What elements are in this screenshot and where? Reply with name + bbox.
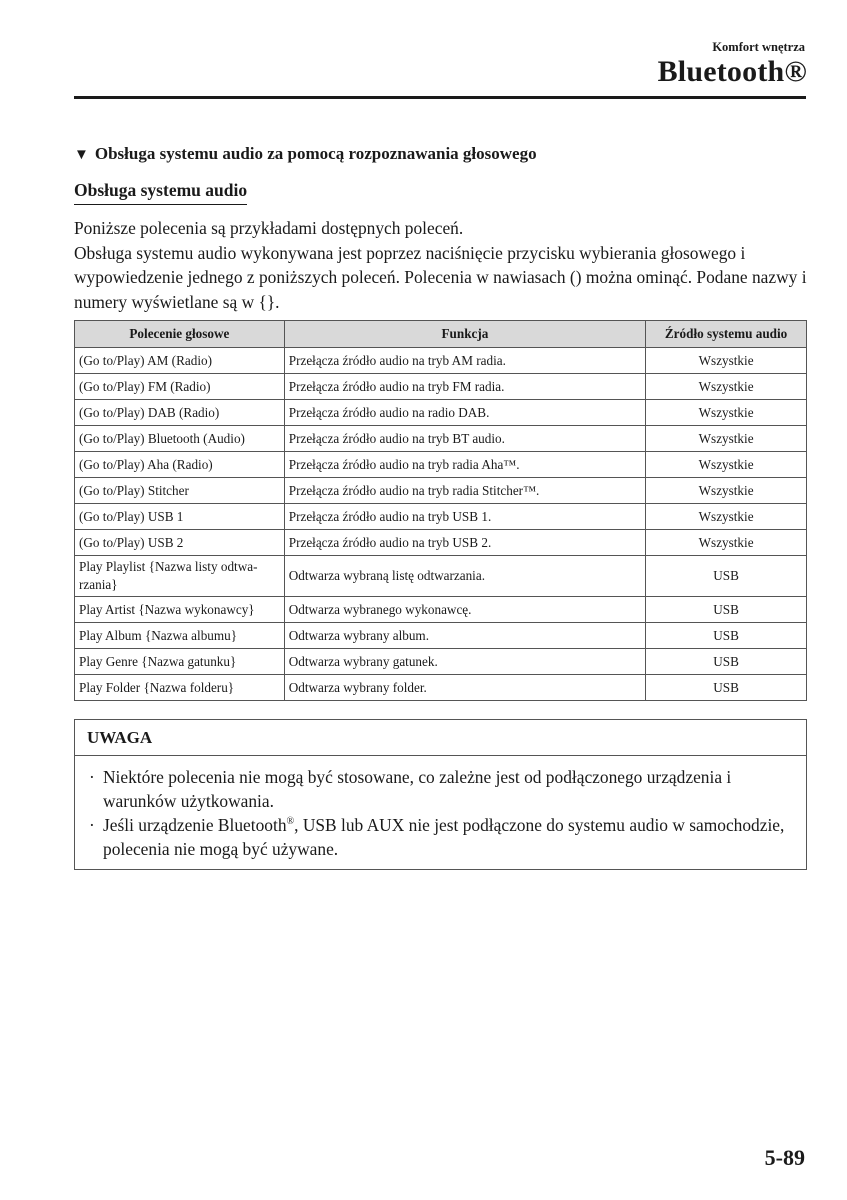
table-header-row — [75, 321, 807, 348]
command-cell: Play Genre {Nazwa gatunku} — [75, 649, 285, 675]
column-header-source: Źródło systemu audio — [646, 321, 807, 348]
command-cell: Play Album {Nazwa albumu} — [75, 623, 285, 649]
note-item — [89, 765, 794, 813]
chapter-label: Komfort wnętrza — [712, 40, 805, 54]
table-row — [75, 348, 807, 374]
note-box — [74, 719, 807, 870]
function-cell: Odtwarza wybrany album. — [284, 623, 645, 649]
source-cell: Wszystkie — [646, 530, 807, 556]
function-cell: Przełącza źródło audio na tryb radia Stitcher™. — [284, 478, 645, 504]
table-row — [75, 452, 807, 478]
triangle-down-icon: ▼ — [74, 147, 89, 163]
intro-line-2: Obsługa systemu audio wykonywana jest poprzez naciśnięcie przycisku wybierania głosowego i wypowiedzenie jednego z poniższych poleceń. Polecenia w nawiasach () można ominąć. Podane nazwy i numery wyświetlane są w {}. — [74, 242, 807, 312]
command-cell: Play Artist {Nazwa wykonawcy} — [75, 597, 285, 623]
registered-mark: ® — [286, 816, 295, 828]
source-cell: Wszystkie — [646, 374, 807, 400]
header-divider — [74, 96, 806, 99]
sub-heading: Obsługa systemu audio — [74, 180, 247, 205]
command-cell: (Go to/Play) DAB (Radio) — [75, 400, 285, 426]
source-cell: Wszystkie — [646, 348, 807, 374]
table-row — [75, 478, 807, 504]
source-cell: Wszystkie — [646, 400, 807, 426]
command-cell: (Go to/Play) USB 1 — [75, 504, 285, 530]
page-number: 5-89 — [764, 1145, 805, 1170]
source-cell: USB — [646, 597, 807, 623]
table-row — [75, 675, 807, 701]
source-cell: USB — [646, 556, 807, 597]
intro-text — [74, 216, 810, 314]
function-cell: Przełącza źródło audio na tryb USB 2. — [284, 530, 645, 556]
intro-line-1: Poniższe polecenia są przykładami dostępnych poleceń. — [74, 218, 464, 238]
note-item-text-end: , USB lub AUX nie jest podłączone do systemu audio w samochodzie, polecenia nie mogą być używane. — [103, 815, 785, 859]
source-cell: Wszystkie — [646, 478, 807, 504]
bullet-icon: · — [89, 767, 95, 787]
table-row — [75, 556, 807, 597]
function-cell: Przełącza źródło audio na tryb AM radia. — [284, 348, 645, 374]
note-body — [75, 756, 806, 869]
note-item — [89, 813, 794, 861]
bullet-icon: · — [89, 815, 95, 835]
function-cell: Przełącza źródło audio na tryb USB 1. — [284, 504, 645, 530]
table-row — [75, 504, 807, 530]
function-cell: Odtwarza wybranego wykonawcę. — [284, 597, 645, 623]
command-cell: (Go to/Play) Aha (Radio) — [75, 452, 285, 478]
section-heading — [74, 144, 537, 164]
function-cell: Przełącza źródło audio na tryb BT audio. — [284, 426, 645, 452]
note-item-text-start: Jeśli urządzenie Bluetooth — [103, 815, 287, 835]
column-header-function: Funkcja — [284, 321, 645, 348]
column-header-command: Polecenie głosowe — [75, 321, 285, 348]
page-title: Bluetooth® — [657, 55, 807, 88]
table-row — [75, 374, 807, 400]
command-cell: (Go to/Play) Bluetooth (Audio) — [75, 426, 285, 452]
function-cell: Przełącza źródło audio na radio DAB. — [284, 400, 645, 426]
table-row — [75, 597, 807, 623]
source-cell: Wszystkie — [646, 504, 807, 530]
note-item-text: Niektóre polecenia nie mogą być stosowane, co zależne jest od podłączonego urządzenia i warunków użytkowania. — [103, 767, 732, 811]
table-row — [75, 649, 807, 675]
function-cell: Odtwarza wybrany folder. — [284, 675, 645, 701]
function-cell: Przełącza źródło audio na tryb FM radia. — [284, 374, 645, 400]
function-cell: Przełącza źródło audio na tryb radia Aha™. — [284, 452, 645, 478]
voice-commands-table — [74, 320, 807, 701]
command-cell: (Go to/Play) Stitcher — [75, 478, 285, 504]
section-heading-text: Obsługa systemu audio za pomocą rozpoznawania głosowego — [94, 144, 537, 163]
note-title: UWAGA — [75, 720, 806, 756]
function-cell: Odtwarza wybraną listę odtwarzania. — [284, 556, 645, 597]
table-row — [75, 623, 807, 649]
table-row — [75, 426, 807, 452]
command-cell: Play Playlist {Nazwa listy odtwa-rzania} — [75, 556, 285, 597]
source-cell: USB — [646, 623, 807, 649]
source-cell: USB — [646, 649, 807, 675]
source-cell: USB — [646, 675, 807, 701]
command-cell: (Go to/Play) USB 2 — [75, 530, 285, 556]
command-cell: (Go to/Play) FM (Radio) — [75, 374, 285, 400]
command-cell: Play Folder {Nazwa folderu} — [75, 675, 285, 701]
function-cell: Odtwarza wybrany gatunek. — [284, 649, 645, 675]
source-cell: Wszystkie — [646, 452, 807, 478]
source-cell: Wszystkie — [646, 426, 807, 452]
table-row — [75, 400, 807, 426]
table-row — [75, 530, 807, 556]
command-cell: (Go to/Play) AM (Radio) — [75, 348, 285, 374]
